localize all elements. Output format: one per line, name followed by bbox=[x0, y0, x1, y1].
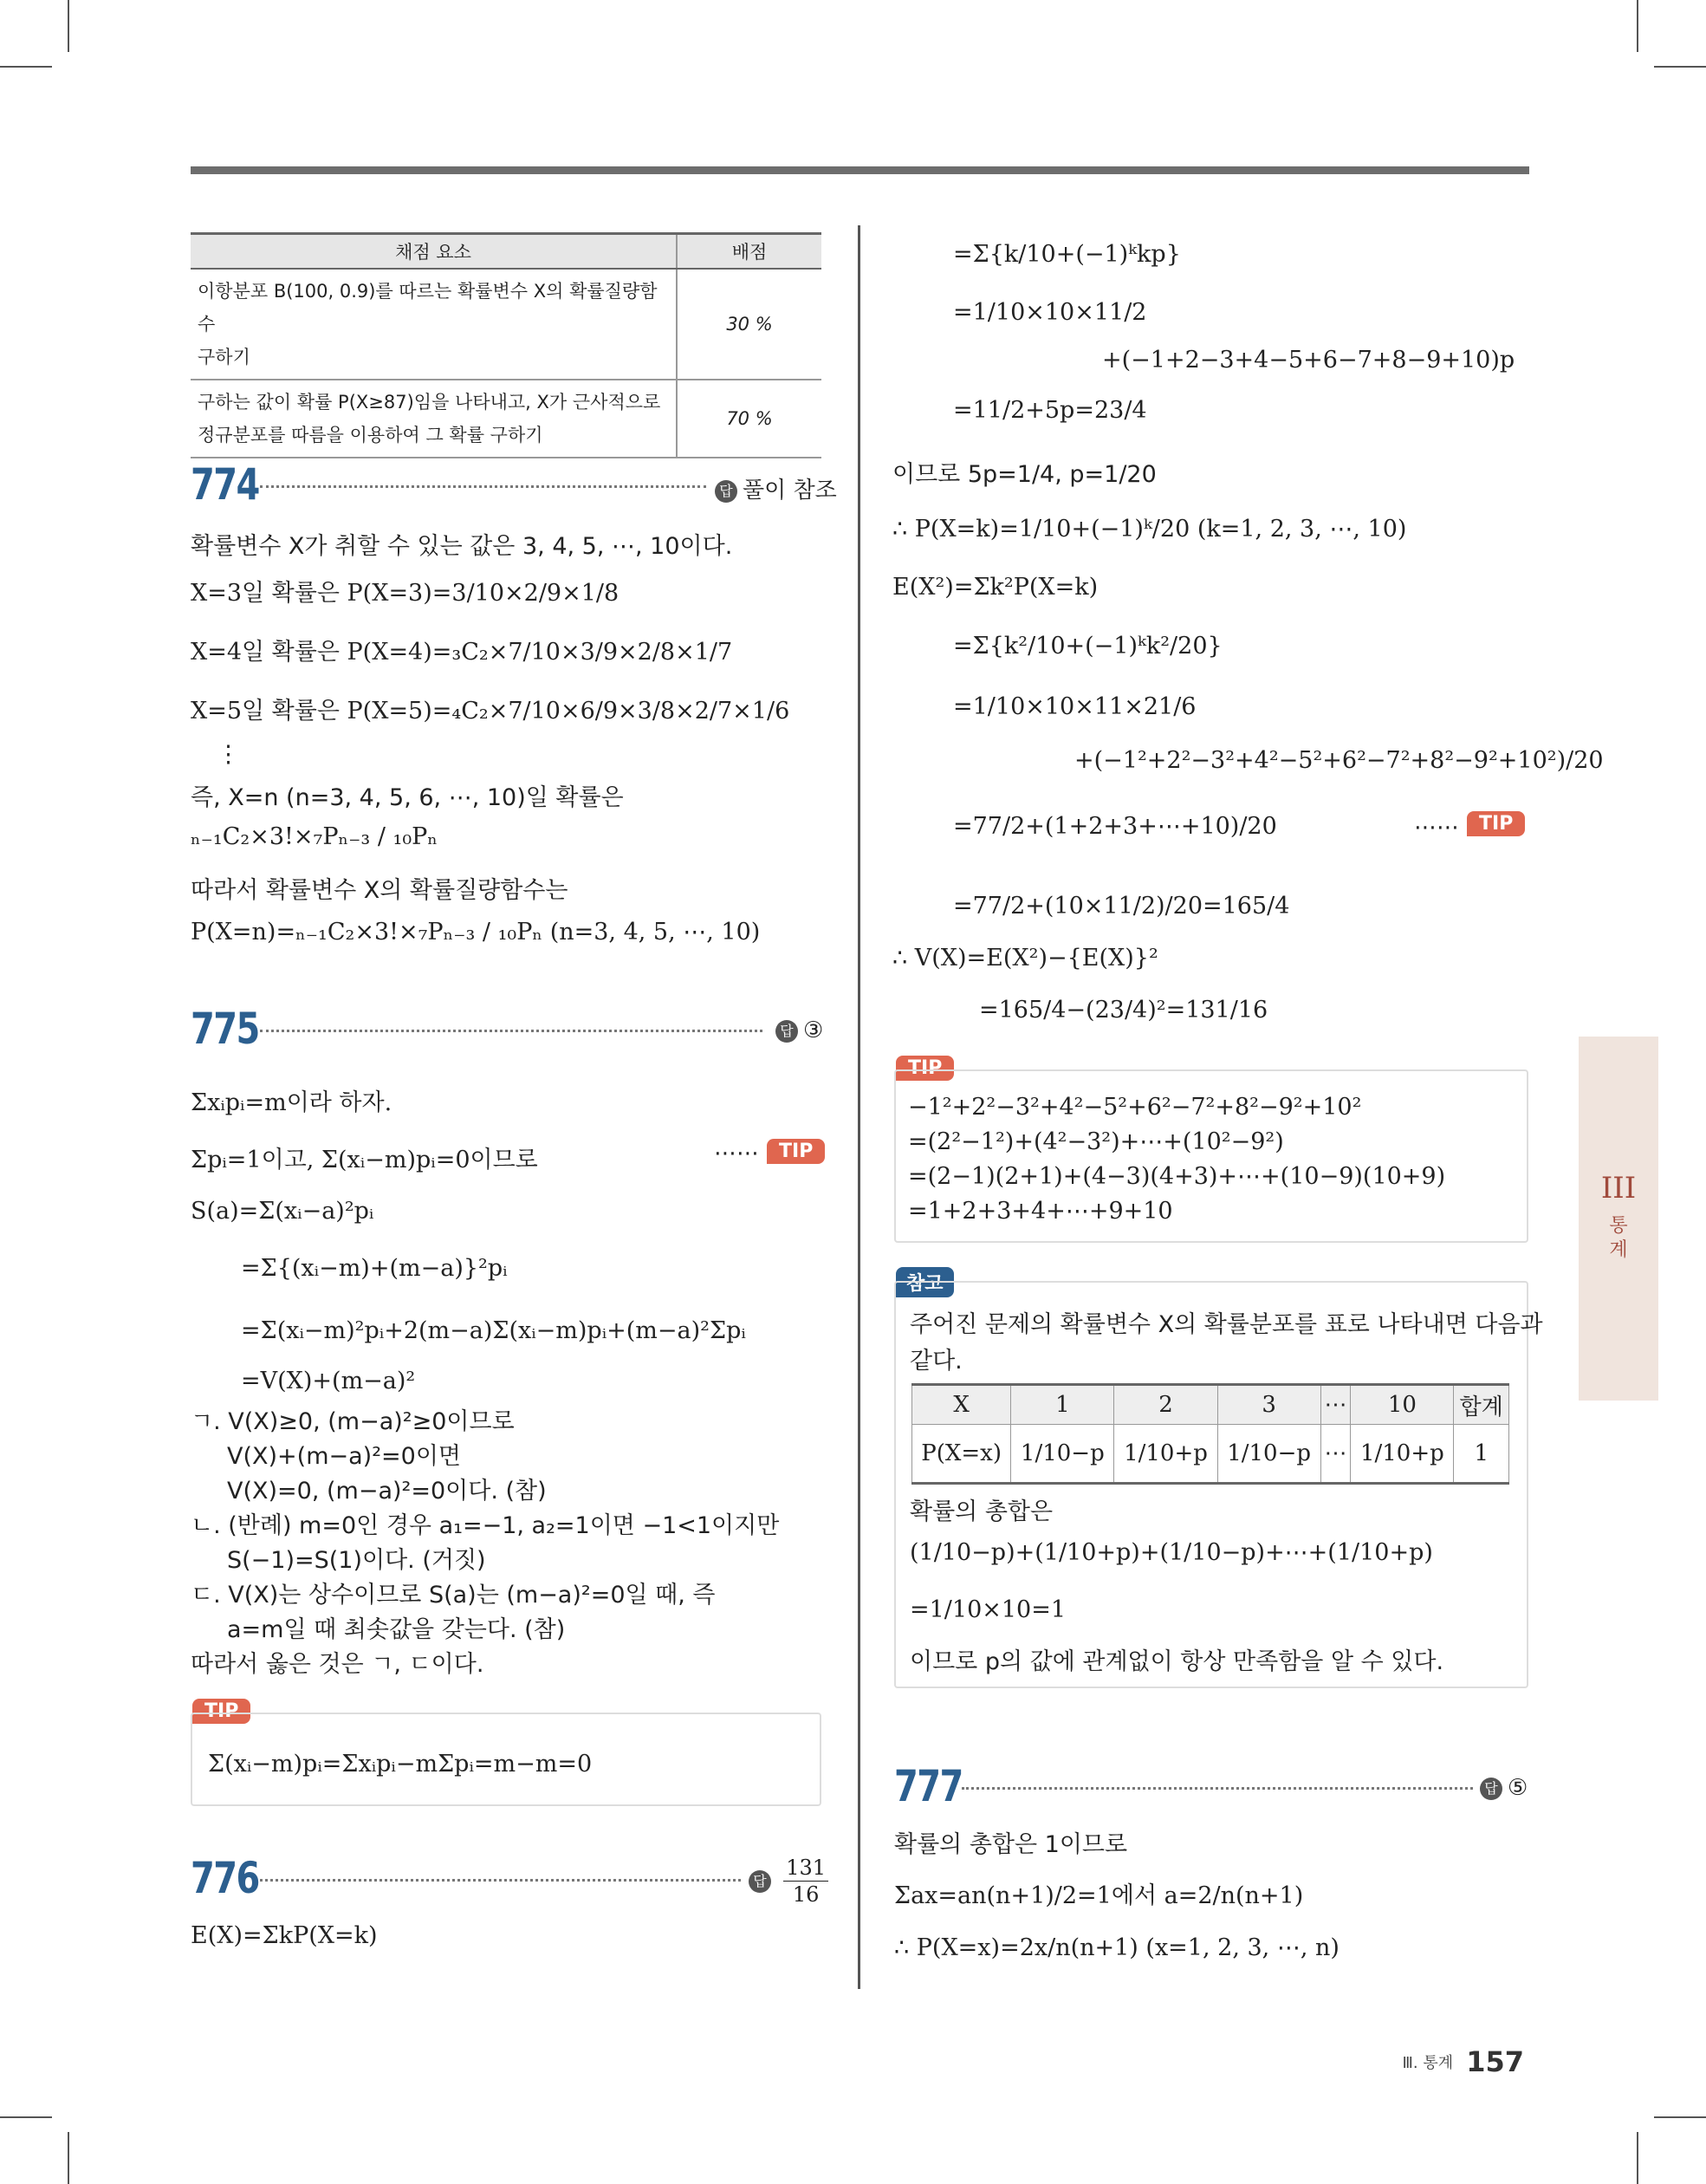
solution-line: V(X)=0, (m−a)²=0이다. (참) bbox=[227, 1478, 547, 1505]
solution-line: 즉, X=n (n=3, 4, 5, 6, ⋯, 10)일 확률은 bbox=[191, 784, 624, 811]
scoring-table bbox=[191, 232, 821, 458]
solution-line: ㄴ. (반례) m=0인 경우 a₁=−1, a₂=1이면 −1<1이지만 bbox=[191, 1512, 780, 1539]
note-text: 이므로 p의 값에 관계없이 항상 만족함을 알 수 있다. bbox=[910, 1648, 1444, 1675]
leader-dots bbox=[260, 1030, 762, 1032]
table-row bbox=[912, 1385, 1509, 1425]
table-cell: 이항분포 B(100, 0.9)를 따르는 확률변수 X의 확률질량함수 bbox=[198, 281, 658, 335]
solution-line: ㄷ. V(X)는 상수이므로 S(a)는 (m−a)²=0일 때, 즉 bbox=[191, 1582, 716, 1609]
solution-line: 이므로 5p=1/4, p=1/20 bbox=[892, 461, 1157, 488]
problem-number: 776 bbox=[191, 1853, 259, 1903]
problem-number: 774 bbox=[191, 459, 259, 510]
footer-section: Ⅲ. 통계 bbox=[1402, 2054, 1454, 2072]
table-cell: 2 bbox=[1114, 1385, 1217, 1425]
tip-content: =(2−1)(2+1)+(4−3)(4+3)+⋯+(10−9)(10+9) bbox=[908, 1163, 1446, 1190]
problem-number: 775 bbox=[191, 1004, 259, 1054]
solution-line: =V(X)+(m−a)² bbox=[241, 1368, 416, 1394]
tip-dots: ⋯⋯ bbox=[714, 1141, 759, 1167]
solution-line: 확률의 총합은 1이므로 bbox=[894, 1831, 1128, 1858]
crop-mark bbox=[1654, 2116, 1706, 2118]
answer-label bbox=[1480, 1775, 1528, 1801]
solution-line: P(X=n)=ₙ₋₁C₂×3!×₇Pₙ₋₃ / ₁₀Pₙ (n=3, 4, 5, ⋯, 10) bbox=[191, 919, 761, 946]
table-cell: P(X=x) bbox=[912, 1425, 1011, 1484]
page-footer bbox=[1402, 2045, 1524, 2078]
solution-line: +(−1+2−3+4−5+6−7+8−9+10)p bbox=[1102, 347, 1515, 374]
crop-mark bbox=[68, 2132, 69, 2184]
solution-line: 따라서 확률변수 X의 확률질량함수는 bbox=[191, 877, 568, 904]
tip-label: TIP bbox=[896, 1056, 954, 1081]
answer-icon: 답 bbox=[1480, 1778, 1502, 1800]
answer-fraction bbox=[783, 1855, 828, 1908]
leader-dots bbox=[962, 1787, 1473, 1790]
solution-line: Σax=an(n+1)/2=1에서 a=2/n(n+1) bbox=[894, 1882, 1304, 1909]
table-cell: 10 bbox=[1351, 1385, 1454, 1425]
table-cell: 구하기 bbox=[198, 347, 250, 367]
table-cell: 70 % bbox=[677, 380, 821, 458]
solution-line: S(a)=Σ(xᵢ−a)²pᵢ bbox=[191, 1198, 374, 1225]
table-cell: 30 % bbox=[677, 269, 821, 380]
table-cell: 1/10−p bbox=[1011, 1425, 1114, 1484]
tip-label: TIP bbox=[192, 1699, 250, 1724]
solution-line: a=m일 때 최솟값을 갖는다. (참) bbox=[227, 1616, 566, 1643]
tip-content: −1²+2²−3²+4²−5²+6²−7²+8²−9²+10² bbox=[908, 1094, 1362, 1121]
chapter-label: 통계 bbox=[1609, 1215, 1628, 1261]
table-row bbox=[912, 1425, 1509, 1484]
solution-line: X=5일 확률은 P(X=5)=₄C₂×7/10×6/9×3/8×2/7×1/6 bbox=[191, 698, 790, 725]
answer-icon: 답 bbox=[749, 1870, 771, 1893]
note-text: 주어진 문제의 확률변수 X의 확률분포를 표로 나타내면 다음과 bbox=[910, 1311, 1543, 1338]
solution-line: =165/4−(23/4)²=131/16 bbox=[979, 997, 1268, 1024]
denominator: 16 bbox=[792, 1882, 820, 1907]
solution-line: ∴ V(X)=E(X²)−{E(X)}² bbox=[892, 945, 1158, 972]
solution-line: =1/10×10×11/2 bbox=[953, 299, 1147, 326]
table-cell: 합계 bbox=[1454, 1385, 1509, 1425]
note-label: 참고 bbox=[896, 1267, 954, 1297]
table-cell: 1 bbox=[1011, 1385, 1114, 1425]
solution-line: E(X)=ΣkP(X=k) bbox=[191, 1922, 378, 1949]
answer-label bbox=[715, 472, 837, 504]
leader-dots bbox=[260, 1879, 741, 1882]
solution-line: X=4일 확률은 P(X=4)=₃C₂×7/10×3/9×2/8×1/7 bbox=[191, 639, 733, 666]
crop-mark bbox=[68, 0, 69, 52]
crop-mark bbox=[1654, 66, 1706, 68]
solution-line: ∴ P(X=x)=2x/n(n+1) (x=1, 2, 3, ⋯, n) bbox=[894, 1934, 1340, 1961]
crop-mark bbox=[0, 2116, 52, 2118]
answer-icon: 답 bbox=[715, 480, 737, 503]
tip-content: =(2²−1²)+(4²−3²)+⋯+(10²−9²) bbox=[908, 1128, 1284, 1155]
chapter-tab[interactable] bbox=[1579, 1037, 1658, 1401]
solution-line: =11/2+5p=23/4 bbox=[953, 397, 1147, 424]
answer-label bbox=[749, 1855, 828, 1908]
solution-line: ∴ P(X=k)=1/10+(−1)ᵏ/20 (k=1, 2, 3, ⋯, 10) bbox=[892, 516, 1407, 543]
table-cell: 1/10+p bbox=[1351, 1425, 1454, 1484]
table-cell: ⋯ bbox=[1320, 1425, 1351, 1484]
solution-line: =Σ{k²/10+(−1)ᵏk²/20} bbox=[953, 633, 1223, 660]
solution-line: Σpᵢ=1이고, Σ(xᵢ−m)pᵢ=0이므로 bbox=[191, 1147, 538, 1173]
table-header: 배점 bbox=[677, 234, 821, 270]
table-row bbox=[191, 380, 821, 458]
solution-line: V(X)+(m−a)²=0이면 bbox=[227, 1443, 461, 1470]
solution-line: 따라서 옳은 것은 ㄱ, ㄷ이다. bbox=[191, 1651, 484, 1678]
note-text: (1/10−p)+(1/10+p)+(1/10−p)+⋯+(1/10+p) bbox=[910, 1539, 1433, 1566]
solution-line: 확률변수 X가 취할 수 있는 값은 3, 4, 5, ⋯, 10이다. bbox=[191, 533, 733, 560]
solution-line: =77/2+(10×11/2)/20=165/4 bbox=[953, 893, 1290, 920]
solution-line: ㄱ. V(X)≥0, (m−a)²≥0이므로 bbox=[191, 1408, 515, 1435]
solution-line: ⋮ bbox=[217, 741, 240, 768]
tip-content: Σ(xᵢ−m)pᵢ=Σxᵢpᵢ−mΣpᵢ=m−m=0 bbox=[208, 1751, 593, 1778]
column-divider bbox=[858, 225, 860, 1989]
answer-text: ③ bbox=[803, 1017, 824, 1043]
problem-number: 777 bbox=[894, 1761, 963, 1811]
solution-line: ₙ₋₁C₂×3!×₇Pₙ₋₃ / ₁₀Pₙ bbox=[191, 823, 438, 850]
crop-mark bbox=[1637, 2132, 1638, 2184]
page-number: 157 bbox=[1466, 2045, 1524, 2078]
distribution-table bbox=[911, 1383, 1509, 1485]
solution-line: E(X²)=Σk²P(X=k) bbox=[892, 574, 1099, 601]
chapter-numeral: III bbox=[1600, 1171, 1637, 1206]
table-cell: X bbox=[912, 1385, 1011, 1425]
table-cell: 구하는 값이 확률 P(X≥87)임을 나타내고, X가 근사적으로 bbox=[198, 392, 661, 413]
solution-line: +(−1²+2²−3²+4²−5²+6²−7²+8²−9²+10²)/20 bbox=[1074, 747, 1604, 774]
numerator: 131 bbox=[783, 1855, 828, 1882]
table-cell: 1/10+p bbox=[1114, 1425, 1217, 1484]
note-box bbox=[894, 1281, 1528, 1688]
note-text: 같다. bbox=[910, 1348, 963, 1375]
solution-line: =Σ{k/10+(−1)ᵏkp} bbox=[953, 241, 1181, 268]
answer-text: 풀이 참조 bbox=[743, 478, 837, 504]
table-cell: 1 bbox=[1454, 1425, 1509, 1484]
crop-mark bbox=[1637, 0, 1638, 52]
solution-line: =Σ{(xᵢ−m)+(m−a)}²pᵢ bbox=[241, 1255, 508, 1282]
tip-dots: ⋯⋯ bbox=[1414, 815, 1459, 841]
table-cell: 1/10−p bbox=[1217, 1425, 1320, 1484]
table-cell: 3 bbox=[1217, 1385, 1320, 1425]
leader-dots bbox=[260, 485, 706, 488]
table-header: 채점 요소 bbox=[191, 234, 677, 270]
table-cell: ⋯ bbox=[1320, 1385, 1351, 1425]
tip-content: =1+2+3+4+⋯+9+10 bbox=[908, 1198, 1173, 1225]
crop-mark bbox=[0, 66, 52, 68]
solution-line: =Σ(xᵢ−m)²pᵢ+2(m−a)Σ(xᵢ−m)pᵢ+(m−a)²Σpᵢ bbox=[241, 1317, 746, 1344]
answer-label bbox=[775, 1017, 823, 1043]
header-rule bbox=[191, 166, 1529, 174]
table-row bbox=[191, 269, 821, 380]
solution-line: =77/2+(1+2+3+⋯+10)/20 bbox=[953, 813, 1277, 840]
answer-icon: 답 bbox=[775, 1020, 798, 1043]
tip-marker: TIP bbox=[767, 1139, 825, 1164]
solution-line: S(−1)=S(1)이다. (거짓) bbox=[227, 1547, 486, 1574]
note-text: 확률의 총합은 bbox=[910, 1498, 1054, 1525]
solution-line: =1/10×10×11×21/6 bbox=[953, 693, 1197, 720]
solution-line: Σxᵢpᵢ=m이라 하자. bbox=[191, 1089, 392, 1116]
answer-text: ⑤ bbox=[1508, 1775, 1528, 1801]
table-cell: 정규분포를 따름을 이용하여 그 확률 구하기 bbox=[198, 425, 543, 445]
solution-line: X=3일 확률은 P(X=3)=3/10×2/9×1/8 bbox=[191, 580, 619, 607]
note-text: =1/10×10=1 bbox=[910, 1596, 1067, 1623]
tip-marker: TIP bbox=[1467, 811, 1525, 836]
